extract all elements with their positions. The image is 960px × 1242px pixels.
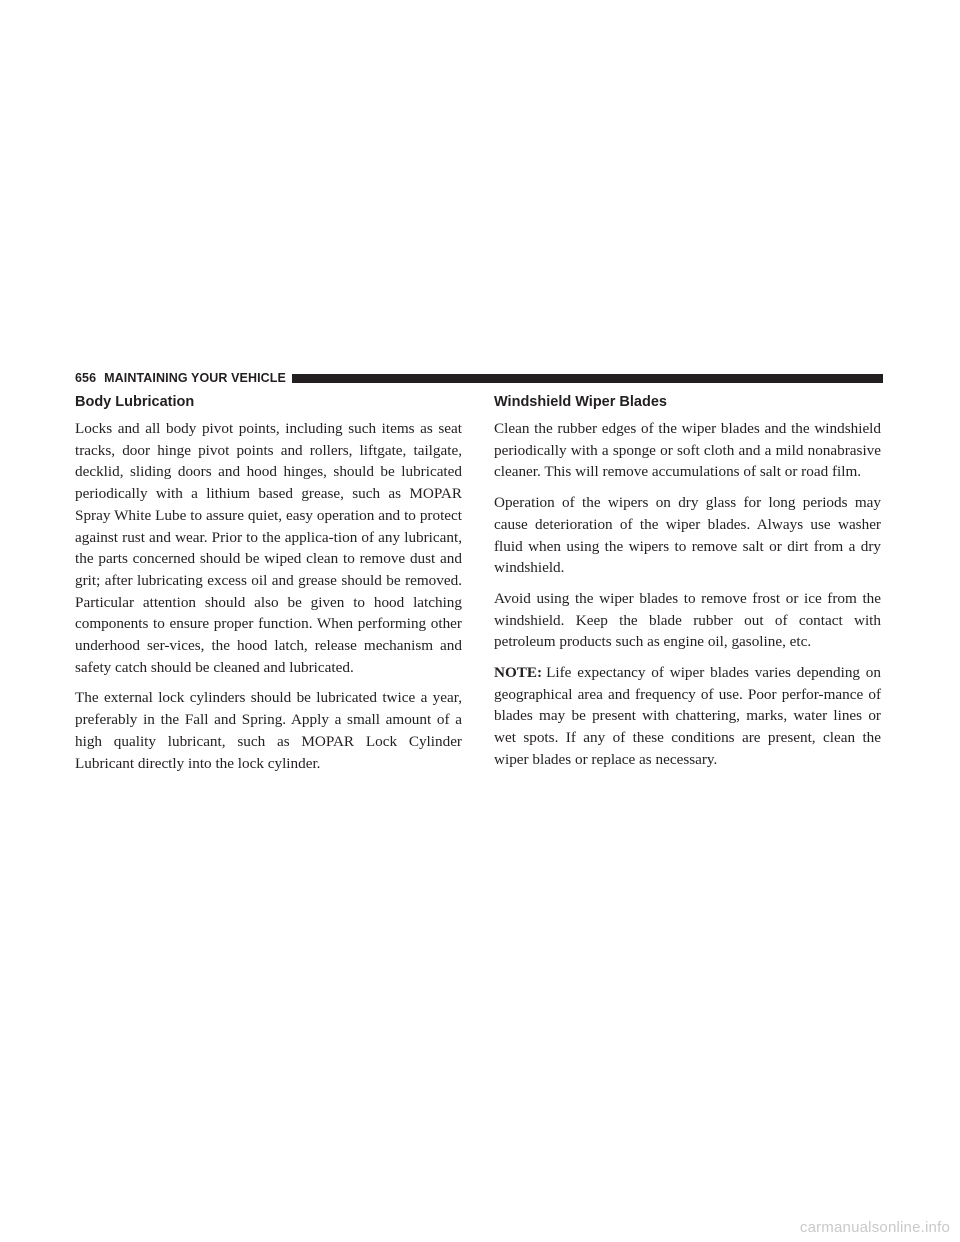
wiper-blades-heading: Windshield Wiper Blades xyxy=(494,394,667,410)
section-title: MAINTAINING YOUR VEHICLE xyxy=(104,371,286,385)
note-label: NOTE: xyxy=(494,664,543,682)
wiper-blades-paragraph-1: Clean the rubber edges of the wiper blades and the windshield periodically with a sponge or soft cloth and a mild nonabrasive cleaner. This will remove accumulations of salt or road film. xyxy=(494,420,881,481)
page-number: 656 xyxy=(75,371,97,385)
wiper-blades-paragraph-3: Avoid using the wiper blades to remove frost or ice from the windshield. Keep the blade rubber out of contact with petroleum products such as engine oil, gasoline, etc. xyxy=(494,589,881,651)
body-lubrication-paragraph-1: Locks and all body pivot points, including such items as seat tracks, door hinge pivot points and rollers, liftgate, tailgate, decklid, sliding doors and hood hinges, should be lubricated periodically with a lithium based grease, such as MOPAR Spray White Lube to assure quiet, easy operation and to protect against rust and wear. Prior to the applica-tion of any lubricant, the parts concerned should be wiped clean to remove dust and grit; after lubricating excess oil and grease should be removed. Particular attention should also be given to hood latching components to ensure proper function. When performing other underhood ser-vices, the hood latch, release mechanism and safety catch should be cleaned and lubricated. xyxy=(75,420,462,676)
header-rule xyxy=(292,374,883,383)
wiper-blades-paragraph-2: Operation of the wipers on dry glass for long periods may cause deterioration of the wiper blades. Always use washer fluid when using the wipers to remove salt or dirt from a dry windshield. xyxy=(494,494,881,577)
note-paragraph xyxy=(494,662,881,771)
body-lubrication-paragraph-2: The external lock cylinders should be lubricated twice a year, preferably in the Fall and Spring. Apply a small amount of a high quality lubricant, such as MOPAR Lock Cylinder Lubricant directly into the lock cylinder. xyxy=(75,689,462,772)
left-column xyxy=(75,393,462,783)
note-text: Life expectancy of wiper blades varies depending on geographical area and frequency of use. Poor perfor-mance of blades may be present with chattering, marks, water lines or wet spots. If any of these conditions are present, clean the wiper blades or replace as necessary. xyxy=(494,664,881,768)
watermark: carmanualsonline.info xyxy=(799,1219,950,1236)
page-header xyxy=(75,370,883,386)
body-lubrication-heading: Body Lubrication xyxy=(75,394,195,410)
right-column xyxy=(494,393,881,780)
